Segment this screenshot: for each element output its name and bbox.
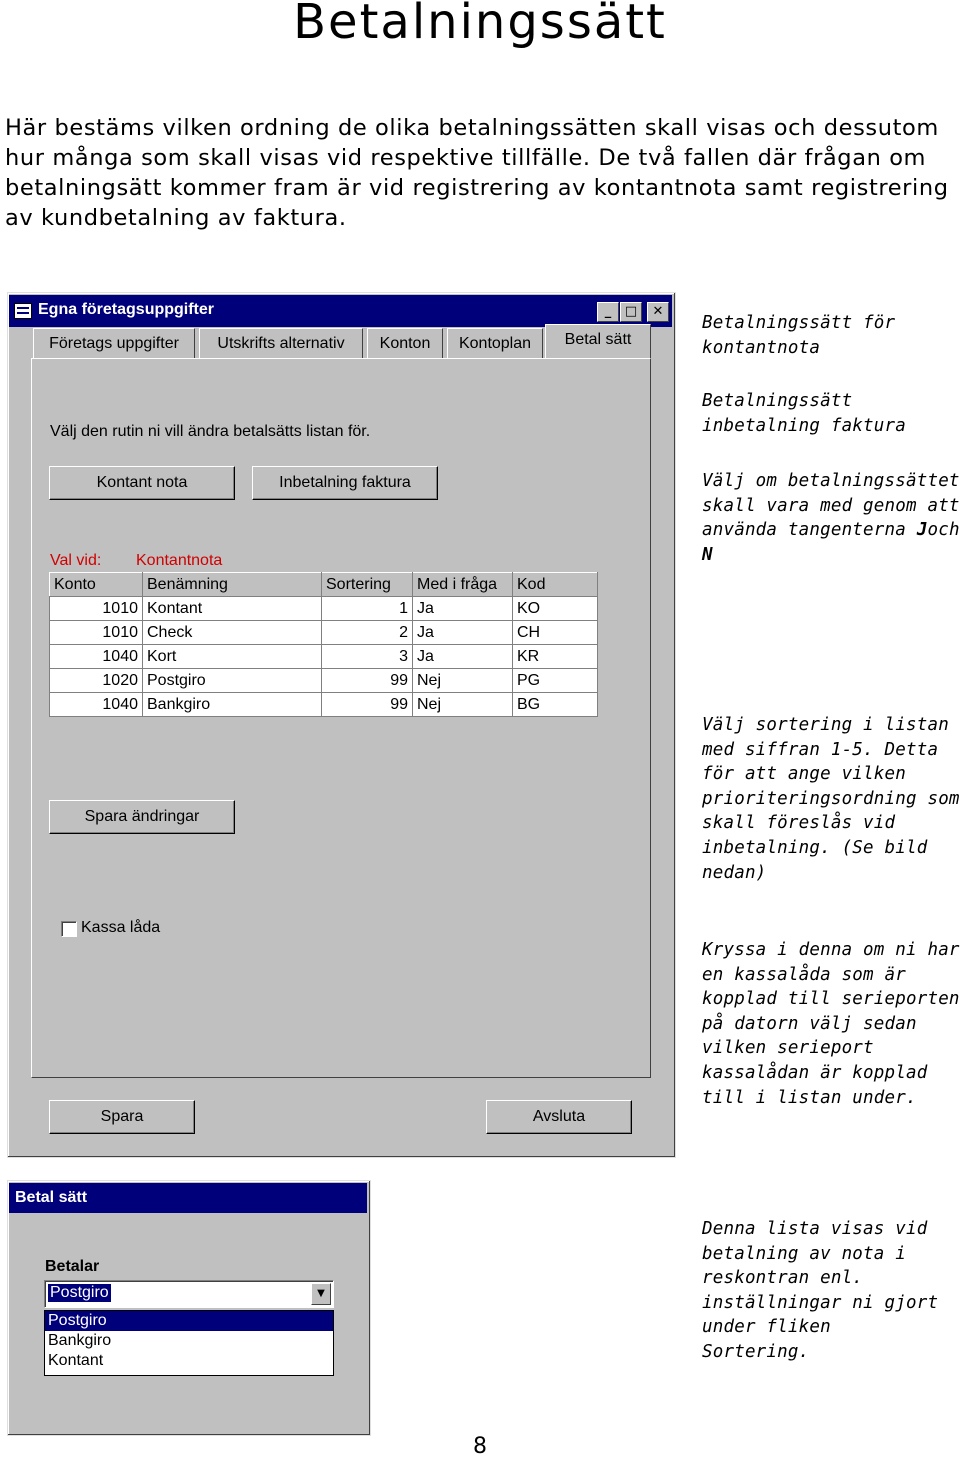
- cell-sortering[interactable]: 3: [322, 645, 413, 669]
- window-title: Egna företagsuppgifter: [38, 301, 215, 318]
- note-kontantnota: Betalningssätt för kontantnota: [702, 313, 896, 358]
- cell-kod[interactable]: KR: [513, 645, 598, 669]
- tab-foretags-uppgifter[interactable]: Företags uppgifter: [33, 328, 195, 359]
- close-icon[interactable]: ✕: [647, 302, 669, 322]
- cell-konto[interactable]: 1020: [50, 669, 143, 693]
- betalar-label: Betalar: [45, 1258, 100, 1275]
- page-number: 8: [473, 1434, 487, 1459]
- cell-sortering[interactable]: 2: [322, 621, 413, 645]
- table-row[interactable]: [50, 645, 598, 669]
- tab-konton[interactable]: Konton: [367, 328, 443, 359]
- cell-med-i-fraga[interactable]: Nej: [413, 693, 513, 717]
- column-header[interactable]: Sortering: [322, 573, 413, 597]
- spara-button[interactable]: Spara: [49, 1100, 195, 1134]
- cell-sortering[interactable]: 99: [322, 693, 413, 717]
- note-inbetalning-faktura: Betalningssätt inbetalning faktura: [702, 391, 906, 436]
- note-och: och: [927, 520, 960, 541]
- cell-konto[interactable]: 1040: [50, 693, 143, 717]
- minimize-icon[interactable]: _: [597, 302, 619, 322]
- val-vid-label: Val vid:: [50, 552, 102, 569]
- val-vid-value: Kontantnota: [136, 552, 223, 569]
- window-titlebar[interactable]: [9, 295, 672, 327]
- cell-benamning[interactable]: Kort: [143, 645, 322, 669]
- app-icon: [14, 303, 32, 319]
- cell-med-i-fraga[interactable]: Nej: [413, 669, 513, 693]
- column-header[interactable]: Kod: [513, 573, 598, 597]
- list-item[interactable]: Postgiro: [45, 1311, 333, 1331]
- cell-kod[interactable]: CH: [513, 621, 598, 645]
- kontant-nota-button[interactable]: Kontant nota: [49, 466, 235, 500]
- prompt-text: Välj den rutin ni vill ändra betalsätts listan för.: [50, 423, 371, 440]
- note-kassalada: Kryssa i denna om ni har en kassalåda som är kopplad till serieporten på datorn välj sedan vilken serieport kassalådan är kopplad till i listan under.: [702, 940, 960, 1108]
- betal-satt-titlebar[interactable]: [9, 1183, 367, 1213]
- note-lista: Denna lista visas vid betalning av nota i reskontran enl. inställningar ni gjort under fliken Sortering.: [702, 1219, 939, 1362]
- key-j: J: [916, 520, 928, 541]
- note-sortering: Välj sortering i listan med siffran 1-5. Detta för att ange vilken prioriteringsordning som skall föreslås vid inbetalning. (Se bild nedan): [702, 715, 960, 883]
- inbetalning-faktura-button[interactable]: Inbetalning faktura: [252, 466, 438, 500]
- betalar-selected-value: Postgiro: [50, 1284, 109, 1301]
- cell-med-i-fraga[interactable]: Ja: [413, 621, 513, 645]
- tab-utskrifts-alternativ[interactable]: Utskrifts alternativ: [199, 328, 363, 359]
- cell-benamning[interactable]: Check: [143, 621, 322, 645]
- column-header[interactable]: Med i fråga: [413, 573, 513, 597]
- avsluta-button[interactable]: Avsluta: [486, 1100, 632, 1134]
- payment-table: [49, 572, 598, 717]
- cell-konto[interactable]: 1040: [50, 645, 143, 669]
- cell-sortering[interactable]: 99: [322, 669, 413, 693]
- tab-kontoplan[interactable]: Kontoplan: [447, 328, 543, 359]
- cell-sortering[interactable]: 1: [322, 597, 413, 621]
- cell-kod[interactable]: BG: [513, 693, 598, 717]
- betal-satt-window: [7, 1180, 371, 1436]
- key-n: N: [702, 544, 713, 565]
- cell-konto[interactable]: 1010: [50, 597, 143, 621]
- spara-andringar-button[interactable]: Spara ändringar: [49, 800, 235, 834]
- table-row[interactable]: [50, 621, 598, 645]
- cell-benamning[interactable]: Kontant: [143, 597, 322, 621]
- note-med-i-fraga: [702, 469, 960, 567]
- kassa-checkbox-label[interactable]: Kassa låda: [81, 919, 161, 936]
- cell-benamning[interactable]: Bankgiro: [143, 693, 322, 717]
- note-med-text: Välj om betalningssättet skall vara med genom att använda tangenterna: [702, 471, 960, 541]
- chevron-down-icon[interactable]: ▼: [311, 1283, 331, 1305]
- intro-paragraph: Här bestäms vilken ordning de olika betalningssätten skall visas och dessutom hur många som skall visas vid respektive tillfälle. De två fallen där frågan om betalningsätt kommer fram är vid registrering av kontantnota samt registrering av kundbetalning av faktura.: [5, 115, 949, 231]
- table-row[interactable]: [50, 597, 598, 621]
- cell-benamning[interactable]: Postgiro: [143, 669, 322, 693]
- page-title: Betalningssätt: [293, 0, 667, 50]
- betal-satt-title: Betal sätt: [15, 1189, 88, 1206]
- cell-konto[interactable]: 1010: [50, 621, 143, 645]
- cell-med-i-fraga[interactable]: Ja: [413, 645, 513, 669]
- column-header[interactable]: Benämning: [143, 573, 322, 597]
- betalar-dropdown-list: [44, 1310, 334, 1376]
- cell-med-i-fraga[interactable]: Ja: [413, 597, 513, 621]
- column-header[interactable]: Konto: [50, 573, 143, 597]
- tab-betal-satt[interactable]: Betal sätt: [545, 324, 651, 359]
- cell-kod[interactable]: PG: [513, 669, 598, 693]
- list-item[interactable]: Kontant: [48, 1352, 104, 1369]
- list-item[interactable]: Bankgiro: [48, 1332, 112, 1349]
- table-row[interactable]: [50, 693, 598, 717]
- table-header: [50, 573, 598, 597]
- table-row[interactable]: [50, 669, 598, 693]
- cell-kod[interactable]: KO: [513, 597, 598, 621]
- betalar-combobox[interactable]: [44, 1280, 334, 1308]
- kassa-checkbox[interactable]: [61, 921, 77, 937]
- maximize-icon[interactable]: □: [620, 302, 642, 322]
